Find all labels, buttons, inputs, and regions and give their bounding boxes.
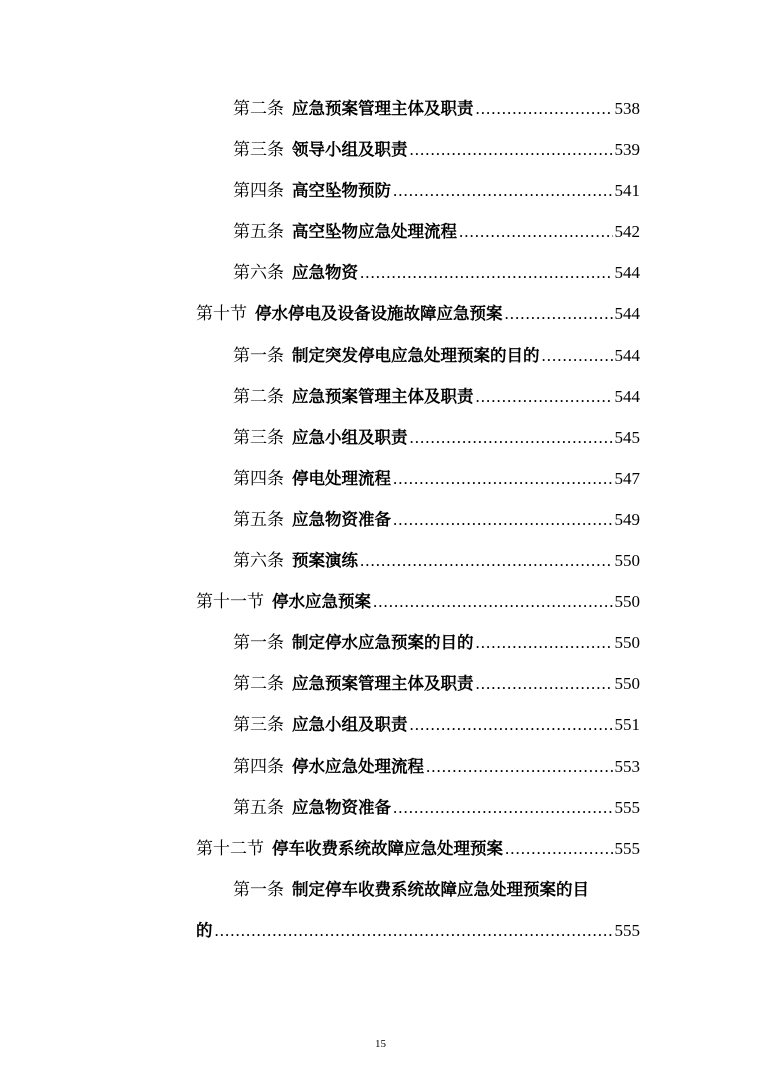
toc-entry-title: 应急预案管理主体及职责 bbox=[292, 674, 474, 693]
toc-entry-page: 544 bbox=[614, 346, 640, 365]
toc-entry-number: 第二条 bbox=[233, 387, 284, 406]
toc-dot-leader bbox=[505, 303, 613, 325]
toc-entry[interactable] bbox=[233, 789, 640, 819]
toc-dot-leader bbox=[393, 468, 613, 490]
toc-dot-leader bbox=[505, 838, 613, 860]
toc-entry-number: 第十二节 bbox=[196, 839, 264, 858]
toc-entry-title: 高空坠物应急处理流程 bbox=[292, 222, 457, 241]
toc-entry-number: 第五条 bbox=[233, 510, 284, 529]
toc-entry[interactable] bbox=[233, 501, 640, 531]
toc-entry-title: 停水应急预案 bbox=[272, 592, 371, 611]
toc-section-entry[interactable] bbox=[196, 583, 640, 613]
toc-entry-title: 领导小组及职责 bbox=[292, 140, 408, 159]
toc-dot-leader bbox=[476, 98, 613, 120]
toc-dot-leader bbox=[410, 427, 613, 449]
toc-entry-page: 553 bbox=[614, 757, 640, 776]
toc-entry-number: 第二条 bbox=[233, 674, 284, 693]
toc-entry-number: 第三条 bbox=[233, 140, 284, 159]
toc-entry-title: 应急预案管理主体及职责 bbox=[292, 387, 474, 406]
toc-entry-title: 停水停电及设备设施故障应急预案 bbox=[255, 304, 503, 323]
toc-entry[interactable] bbox=[233, 665, 640, 695]
toc-entry[interactable] bbox=[233, 131, 640, 161]
toc-entry-title: 制定停水应急预案的目的 bbox=[292, 633, 474, 652]
toc-section-entry[interactable] bbox=[196, 295, 640, 325]
toc-entry[interactable] bbox=[233, 378, 640, 408]
toc-wrapped-entry-line2[interactable] bbox=[196, 912, 640, 942]
toc-entry-number: 第十节 bbox=[196, 304, 247, 323]
toc-entry-number: 第一条 bbox=[233, 880, 284, 900]
toc-dot-leader bbox=[410, 714, 613, 736]
toc-entry-page: 551 bbox=[614, 715, 640, 734]
toc-entry-number: 第五条 bbox=[233, 222, 284, 241]
toc-entry-title: 应急小组及职责 bbox=[292, 715, 408, 734]
toc-entry-title: 应急物资 bbox=[292, 263, 358, 282]
toc-entry-number: 第五条 bbox=[233, 798, 284, 817]
toc-entry-title: 预案演练 bbox=[292, 551, 358, 570]
toc-entry-title: 应急预案管理主体及职责 bbox=[292, 99, 474, 118]
toc-dot-leader bbox=[476, 673, 613, 695]
toc-entry-number: 第四条 bbox=[233, 757, 284, 776]
toc-entry-page: 547 bbox=[614, 469, 640, 488]
toc-dot-leader bbox=[542, 345, 613, 367]
toc-entry-title: 停电处理流程 bbox=[292, 469, 391, 488]
toc-dot-leader bbox=[215, 920, 613, 942]
toc-dot-leader bbox=[426, 756, 613, 778]
toc-entry-number: 第四条 bbox=[233, 181, 284, 200]
toc-dot-leader bbox=[410, 139, 613, 161]
toc-dot-leader bbox=[360, 550, 613, 572]
toc-entry-page: 550 bbox=[614, 592, 640, 611]
toc-entry-number: 第六条 bbox=[233, 263, 284, 282]
toc-entry-title: 停水应急处理流程 bbox=[292, 757, 424, 776]
toc-entry-title: 高空坠物预防 bbox=[292, 181, 391, 200]
toc-dot-leader bbox=[360, 262, 613, 284]
toc-entry-page: 550 bbox=[614, 633, 640, 652]
toc-dot-leader bbox=[393, 509, 613, 531]
toc-entry-title-continued: 的 bbox=[196, 921, 213, 940]
toc-entry-number: 第四条 bbox=[233, 469, 284, 488]
toc-entry[interactable] bbox=[233, 90, 640, 120]
page-number: 15 bbox=[375, 1038, 386, 1050]
toc-dot-leader bbox=[393, 797, 613, 819]
toc-entry[interactable] bbox=[233, 460, 640, 490]
toc-entry-page: 538 bbox=[614, 99, 640, 118]
toc-entry-number: 第三条 bbox=[233, 715, 284, 734]
toc-entry-title: 应急物资准备 bbox=[292, 510, 391, 529]
toc-entry-page: 541 bbox=[614, 181, 640, 200]
toc-entry[interactable] bbox=[233, 337, 640, 367]
toc-entry[interactable] bbox=[233, 748, 640, 778]
toc-entry-page: 555 bbox=[614, 921, 640, 940]
toc-section-entry[interactable] bbox=[196, 830, 640, 860]
toc-entry-number: 第一条 bbox=[233, 633, 284, 652]
toc-dot-leader bbox=[393, 180, 613, 202]
toc-entry[interactable] bbox=[233, 542, 640, 572]
toc-entry-page: 539 bbox=[614, 140, 640, 159]
toc-entry[interactable] bbox=[233, 213, 640, 243]
toc-dot-leader bbox=[476, 632, 613, 654]
toc-entry[interactable] bbox=[233, 172, 640, 202]
toc-entry-page: 544 bbox=[614, 387, 640, 406]
toc-entry-page: 549 bbox=[614, 510, 640, 529]
toc-entry-number: 第一条 bbox=[233, 346, 284, 365]
toc-entry-page: 555 bbox=[614, 798, 640, 817]
toc-entry[interactable] bbox=[233, 254, 640, 284]
toc-entry[interactable] bbox=[233, 419, 640, 449]
toc-entry-number: 第二条 bbox=[233, 99, 284, 118]
toc-entry-page: 545 bbox=[614, 428, 640, 447]
toc-entry-title: 制定突发停电应急处理预案的目的 bbox=[292, 346, 540, 365]
toc-entry-page: 544 bbox=[614, 263, 640, 282]
toc-entry-number: 第六条 bbox=[233, 551, 284, 570]
toc-entry-page: 550 bbox=[614, 674, 640, 693]
toc-entry-page: 544 bbox=[614, 304, 640, 323]
toc-entry-title: 应急物资准备 bbox=[292, 798, 391, 817]
toc-entry-title: 制定停车收费系统故障应急处理预案的目 bbox=[292, 880, 589, 899]
toc-entry-number: 第三条 bbox=[233, 428, 284, 447]
toc-wrapped-entry-line1[interactable] bbox=[233, 871, 640, 901]
toc-entry-title: 应急小组及职责 bbox=[292, 428, 408, 447]
toc-entry-page: 542 bbox=[614, 222, 640, 241]
toc-entry-page: 550 bbox=[614, 551, 640, 570]
toc-dot-leader bbox=[459, 221, 613, 243]
toc-dot-leader bbox=[373, 591, 613, 613]
toc-entry[interactable] bbox=[233, 624, 640, 654]
toc-entry[interactable] bbox=[233, 706, 640, 736]
toc-entry-number: 第十一节 bbox=[196, 592, 264, 611]
toc-entry-page: 555 bbox=[614, 839, 640, 858]
toc-entry-title: 停车收费系统故障应急处理预案 bbox=[272, 839, 503, 858]
toc-dot-leader bbox=[476, 386, 613, 408]
